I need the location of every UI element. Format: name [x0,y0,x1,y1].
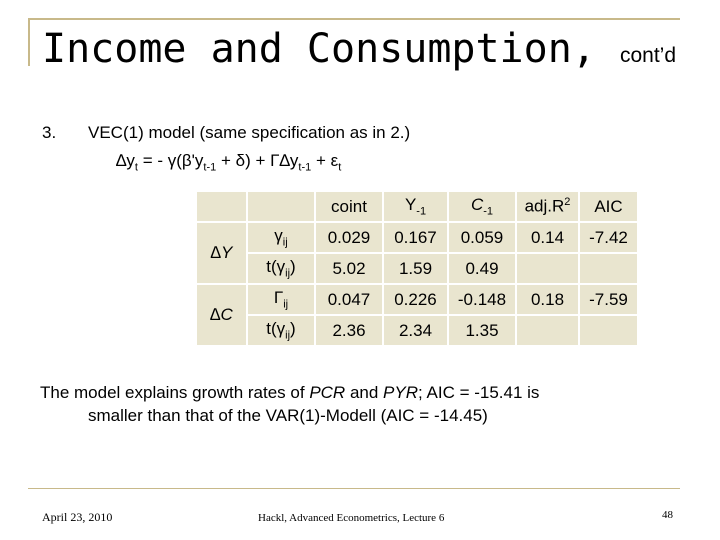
cell-y: 0.226 [384,285,447,314]
row-label-end: ) [290,257,296,277]
row-label-text: Γ [273,288,284,308]
cell-aic: -7.59 [580,285,637,314]
conclusion-part-3: ; AIC = -15.41 is [418,383,540,402]
cell-aic: -7.42 [580,223,637,252]
eq-y2: y [289,151,299,170]
row-label-text: t(γ [266,319,286,339]
eq-mid3: + ε [311,151,339,170]
conclusion-part-2: and [345,383,384,402]
header-blank-1 [197,192,246,221]
row-label [248,223,314,252]
eq-lhs: ∆y [116,151,135,170]
row-label-sub: ij [283,298,289,311]
table-header-row [197,192,637,221]
header-y-sub: -1 [416,205,427,218]
cell-y: 1.59 [384,254,447,283]
frame-left-line [28,18,30,66]
row-label [248,316,314,345]
conclusion-line-2: smaller than that of the VAR(1)-Modell (AIC = -14.45) [88,406,488,425]
table-row [197,285,637,314]
cell-c: -0.148 [449,285,515,314]
row-label [248,285,314,314]
footer-page-number: 48 [662,509,673,521]
group-label-dc: ∆C [197,285,246,345]
list-item-text: VEC(1) model (same specification as in 2.) [88,123,411,142]
cell-coint: 0.029 [316,223,382,252]
footer-line [28,488,680,489]
header-aic: AIC [580,192,637,221]
list-item-number: 3. [42,123,57,142]
row-label-sub: ij [285,267,291,280]
conclusion-pyr: PYR [383,383,418,402]
conclusion-part-1: The model explains growth rates of [40,383,310,402]
cell-y: 2.34 [384,316,447,345]
footer-title: Hackl, Advanced Econometrics, Lecture 6 [258,512,445,524]
eq-lhs-sub: t [134,161,138,174]
cell-aic [580,316,637,345]
eq-y1: y [194,151,204,170]
row-label-end: ) [290,319,296,339]
slide-title [42,26,676,72]
header-adjr-sup: 2 [564,196,571,209]
eq-mid2: + δ) + Γ∆ [216,151,290,170]
cell-adjr: 0.18 [517,285,578,314]
table-row [197,316,637,345]
cell-aic [580,254,637,283]
header-blank-2 [248,192,314,221]
row-label-text: γ [274,226,283,246]
header-adjr-text: adj.R [524,196,565,216]
table-row [197,223,637,252]
conclusion-text [40,381,690,427]
cell-c: 0.49 [449,254,515,283]
header-coint: coint [316,192,382,221]
frame-top-line [28,18,680,20]
cell-adjr [517,316,578,345]
cell-coint: 0.047 [316,285,382,314]
header-c-sub: -1 [483,205,494,218]
row-label-text: t(γ [266,257,286,277]
header-y [384,192,447,221]
header-c-text: C [470,195,484,215]
title-main: Income and Consumption, [42,26,596,72]
table-row [197,254,637,283]
footer-date: April 23, 2010 [42,510,113,524]
cell-coint: 5.02 [316,254,382,283]
eq-y2-sub: t-1 [298,161,312,174]
eq-mid1: = - γ(β' [137,151,195,170]
title-sub: cont’d [619,44,677,67]
row-label-sub: ij [282,236,288,249]
eq-eps-sub: t [338,161,342,174]
cell-c: 1.35 [449,316,515,345]
row-label [248,254,314,283]
header-adjr [517,192,578,221]
results-table [195,190,639,347]
cell-c: 0.059 [449,223,515,252]
header-y-text: Y [404,195,417,215]
model-equation [116,151,341,173]
header-c [449,192,515,221]
cell-coint: 2.36 [316,316,382,345]
row-label-sub: ij [285,329,291,342]
cell-adjr [517,254,578,283]
group-label-dy: ∆Y [197,223,246,283]
conclusion-pcr: PCR [309,383,346,402]
cell-adjr: 0.14 [517,223,578,252]
cell-y: 0.167 [384,223,447,252]
eq-y1-sub: t-1 [203,161,217,174]
